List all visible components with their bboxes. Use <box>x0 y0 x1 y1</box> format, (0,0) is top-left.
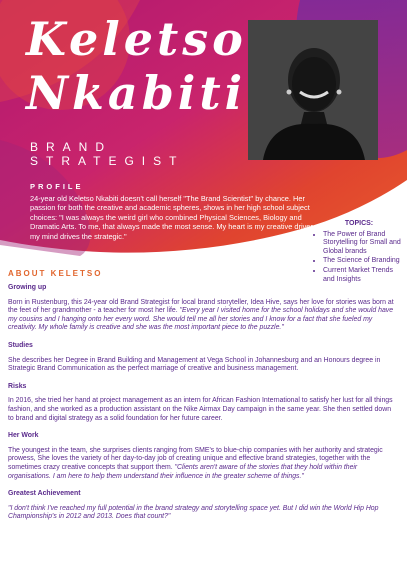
role-line-2: STRATEGIST <box>30 154 185 168</box>
role-line-1: BRAND <box>30 140 113 154</box>
section-text-studies: She describes her Degree in Brand Building and Management at Vega School in Johannesburg and an Honours degree in Strategic Brand Communication as the perfect marriage of creative and business management. <box>8 356 381 373</box>
topic-item: • The Power of Brand Storytelling for Small and Global brands <box>323 231 405 257</box>
section-title-risks: Risks <box>8 382 27 390</box>
section-text-greatest-achievement: "I don't think I've reached my full potential in the brand strategy and storytelling space yet. But I did win the World Hip Hop Championship's in 2012 and 2013. Does that count?" <box>8 504 379 521</box>
profile-heading: PROFILE <box>30 182 84 191</box>
section-text-her-work: The youngest in the team, she surprises clients ranging from SME's to blue-chip companies with her authority and strategic prowess, She loves the variety of her day-to-day job of creating unique and effective brand strategies, together with the sometimes crazy creative concepts that support them. "Clients aren't aware of the stories that they hold within their organisations. I am here to help them understand their influence in the greater scheme of things." <box>8 446 383 480</box>
topics-list <box>313 231 405 285</box>
first-name: Keletso <box>26 12 247 66</box>
section-title-growing-up: Growing up <box>8 284 47 291</box>
section-title-greatest-achievement: Greatest Achievement <box>8 490 81 498</box>
profile-text: 24-year old Keletso Nkabiti doesn't call herself "The Brand Scientist" by chance. Her passion for both the creative and academic spheres, shows in her high school subject choices: "I was always the weird girl who combined Physical Sciences, Biology and Dramatic Arts. To me, that always made the most sense. My heart is my creative driver and my mind drives the strategic." <box>30 194 328 241</box>
section-title-studies: Studies <box>8 341 33 349</box>
profile-photo <box>248 20 378 160</box>
topic-item: • The Science of Branding <box>323 257 405 266</box>
last-name: Nkabiti <box>26 66 247 120</box>
topics-box <box>313 220 405 285</box>
section-text-growing-up: Born in Rustenburg, this 24-year old Brand Strategist for local brand storyteller, Idea Hive, says her love for stories was born at the feet of her grandmother - a teacher for most her life. "Every year I visited home for the school holidays and she would have my cousins and I hanging onto her every word. She would tell me all her stories and I know for a fact that she fueled my creativity. My whole family is creative and she was the most important piece to the puzzle." <box>8 298 394 332</box>
portrait-image <box>248 20 378 160</box>
about-body <box>8 284 394 531</box>
section-text-risks: In 2016, she tried her hand at project management as an intern for African Fashion International to satisfy her lust for all things fashion, and she worked as a production assistant on the Nike Airmax Day campaign in the same year. She then settled down to brand and digital strategy as a solid foundation for her future career. <box>8 397 393 422</box>
topic-item: • Current Market Trends and Insights <box>323 267 405 284</box>
topics-heading: TOPICS: <box>344 220 374 227</box>
section-title-her-work: Her Work <box>8 432 39 440</box>
about-heading: ABOUT KELETSO <box>8 269 103 278</box>
